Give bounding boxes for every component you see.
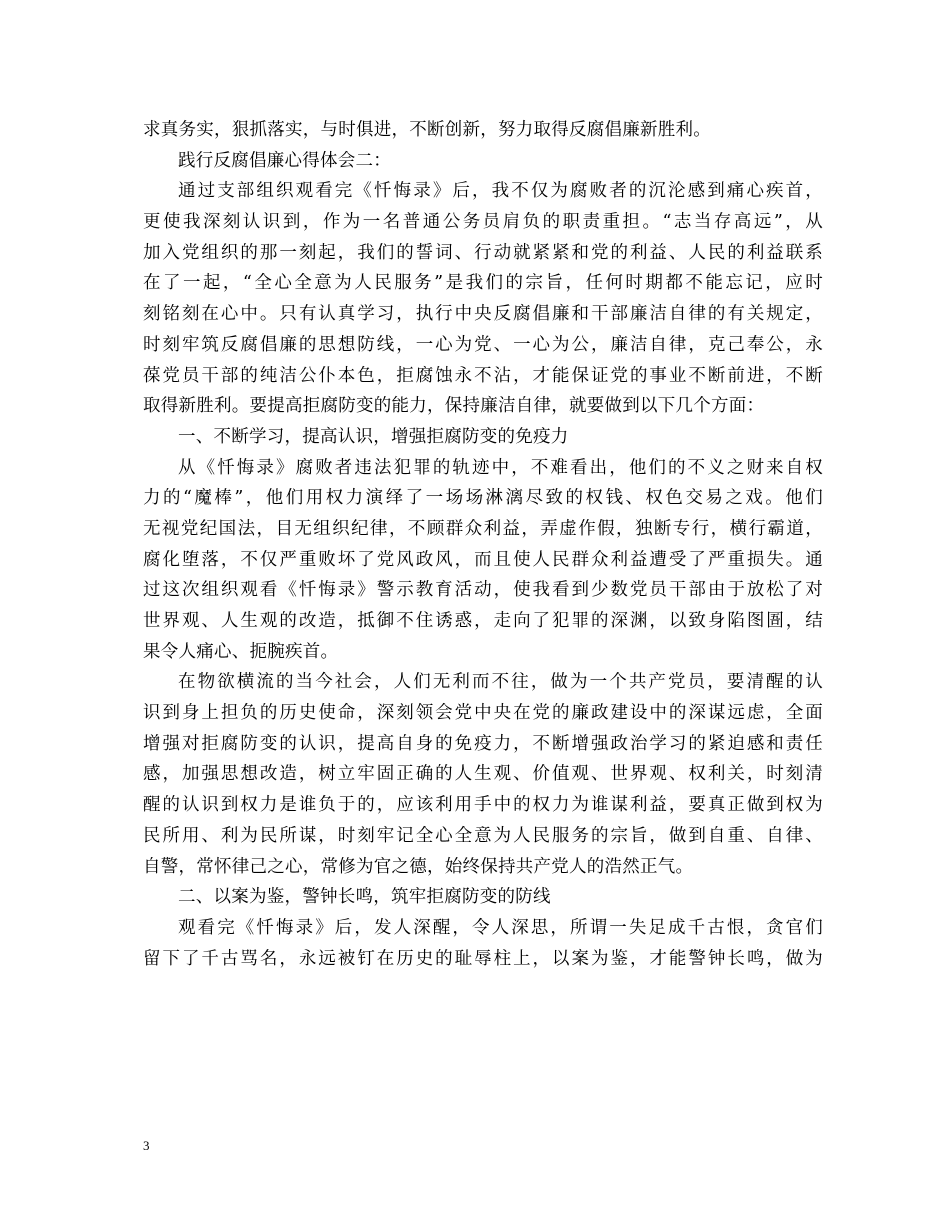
text-line: 时刻牢筑反腐倡廉的思想防线，一心为党、一心为公，廉洁自律，克己奉公，永	[143, 334, 823, 355]
text-line: 在了一起，“全心全意为人民服务”是我们的宗旨，任何时期都不能忘记，应时	[143, 273, 823, 294]
text-line: 无视党纪国法，目无组织纪律，不顾群众利益，弄虚作假，独断专行，横行霸道，	[143, 518, 823, 539]
text-line: 一、不断学习，提高认识，增强拒腐防变的免疫力	[178, 426, 569, 447]
text-line: 观看完《忏悔录》后，发人深醒，令人深思，所谓一失足成千古恨，贪官们	[178, 917, 823, 938]
text-line: 二、以案为鉴，警钟长鸣，筑牢拒腐防变的防线	[178, 887, 551, 908]
text-line: 民所用、利为民所谋，时刻牢记全心全意为人民服务的宗旨，做到自重、自律、	[143, 825, 823, 846]
text-line: 增强对拒腐防变的认识，提高自身的免疫力，不断增强政治学习的紧迫感和责任	[143, 733, 823, 754]
text-line: 过这次组织观看《忏悔录》警示教育活动，使我看到少数党员干部由于放松了对	[143, 580, 823, 601]
text-line: 葆党员干部的纯洁公仆本色，拒腐蚀永不沾，才能保证党的事业不断前进，不断	[143, 365, 823, 386]
text-line: 力的“魔棒”，他们用权力演绎了一场场淋漓尽致的权钱、权色交易之戏。他们	[143, 488, 823, 509]
text-line: 感，加强思想改造，树立牢固正确的人生观、价值观、世界观、权利关，时刻清	[143, 764, 823, 785]
text-line: 取得新胜利。要提高拒腐防变的能力，保持廉洁自律，就要做到以下几个方面：	[143, 396, 765, 417]
text-line: 自警，常怀律己之心，常修为官之德，始终保持共产党人的浩然正气。	[143, 856, 694, 877]
text-line: 加入党组织的那一刻起，我们的誓词、行动就紧紧和党的利益、人民的利益联系	[143, 242, 823, 263]
text-line: 求真务实，狠抓落实，与时俱进，不断创新，努力取得反腐倡廉新胜利。	[143, 120, 711, 140]
page-number: 3	[143, 1138, 150, 1153]
text-line: 识到身上担负的历史使命，深刻领会党中央在党的廉政建设中的深谋远虑，全面	[143, 703, 823, 724]
body-text	[143, 115, 823, 974]
text-line: 践行反腐倡廉心得体会二：	[178, 150, 391, 171]
text-line: 世界观、人生观的改造，抵御不住诱惑，走向了犯罪的深渊，以致身陷图圄，结	[143, 611, 823, 631]
text-line: 留下了千古骂名，永远被钉在历史的耻辱柱上，以案为鉴，才能警钟长鸣，做为	[143, 948, 823, 969]
text-line: 从《忏悔录》腐败者违法犯罪的轨迹中，不难看出，他们的不义之财来自权	[178, 457, 823, 478]
text-line: 在物欲横流的当今社会，人们无利而不往，做为一个共产党员，要清醒的认	[178, 672, 823, 693]
text-line: 刻铭刻在心中。只有认真学习，执行中央反腐倡廉和干部廉洁自律的有关规定，	[143, 304, 823, 325]
text-line: 更使我深刻认识到，作为一名普通公务员肩负的职责重担。“志当存高远”，从	[143, 212, 823, 233]
text-line: 果令人痛心、扼腕疾首。	[143, 641, 339, 662]
text-line: 醒的认识到权力是谁负于的，应该利用手中的权力为谁谋利益，要真正做到权为	[143, 795, 823, 816]
text-line: 通过支部组织观看完《忏悔录》后，我不仅为腐败者的沉沦感到痛心疾首，	[178, 181, 823, 202]
text-line: 腐化堕落，不仅严重败坏了党风政风，而且使人民群众利益遭受了严重损失。通	[143, 549, 823, 570]
